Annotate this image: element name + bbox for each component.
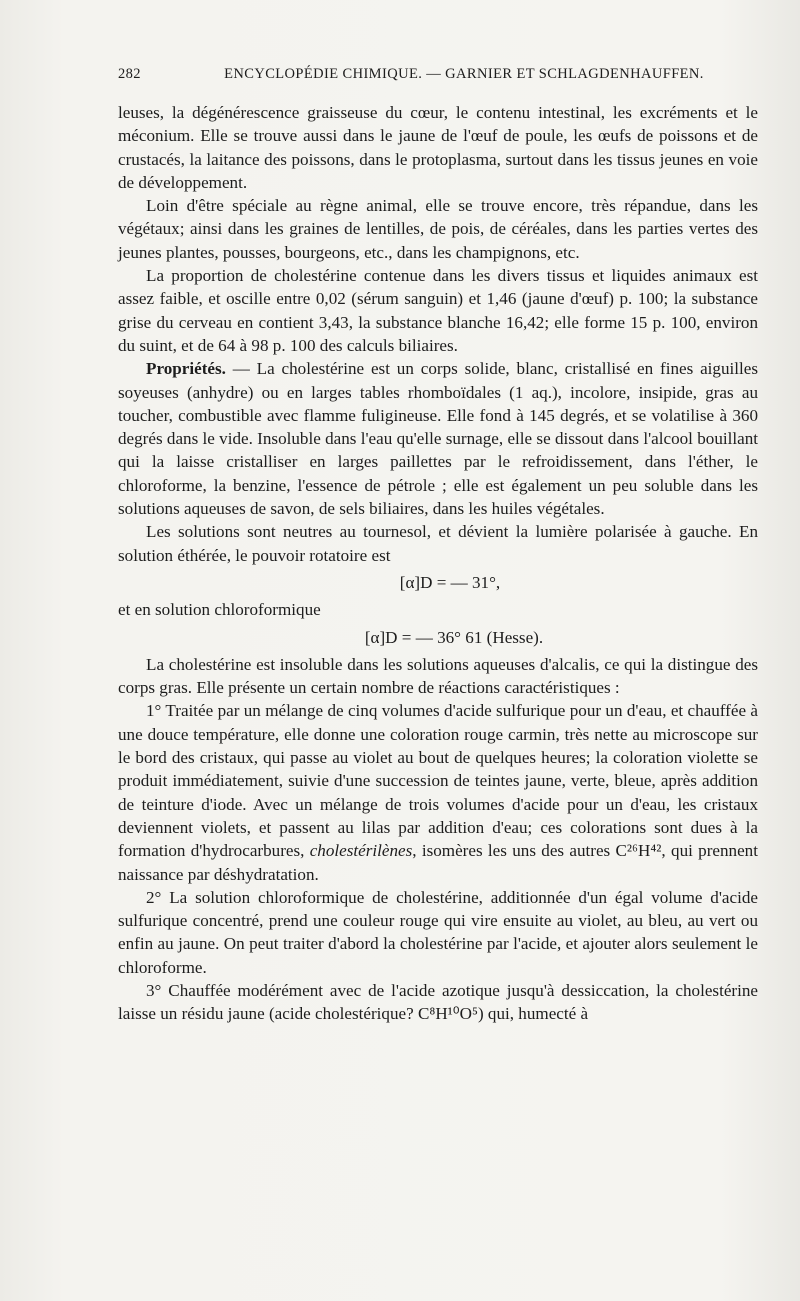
paragraph-properties bbox=[118, 357, 758, 520]
paragraph-reaction-1 bbox=[118, 699, 758, 885]
equation-chloroform: [α]D = — 36° 61 (Hesse). bbox=[364, 627, 544, 647]
equation-ether: [α]D = — 31°, bbox=[399, 572, 501, 592]
running-title: ENCYCLOPÉDIE CHIMIQUE. — GARNIER ET SCHLAGDENHAUFFEN. bbox=[224, 66, 704, 82]
paragraph-reaction-2: 2° La solution chloroformique de cholestérine, additionnée d'un égal volume d'acide sulfurique concentré, prend une couleur rouge qui vire ensuite au violet, au bleu, au vert ou enfin au jaune. On peut traiter d'abord la cholestérine par l'acide, et ajouter alors seulement le chloroforme. bbox=[118, 887, 758, 977]
paragraph-reaction-3: 3° Chauffée modérément avec de l'acide azotique jusqu'à dessiccation, la cholestérine laisse un résidu jaune (acide cholestérique? C⁸H¹⁰O⁵) qui, humecté à bbox=[118, 980, 758, 1024]
term-cholesterilenes: cholestérilènes bbox=[309, 841, 413, 861]
paragraph-insoluble: La cholestérine est insoluble dans les solutions aqueuses d'alcalis, ce qui la distingue des corps gras. Elle présente un certain nombre de réactions caractéristiques : bbox=[118, 654, 758, 698]
page-number: 282 bbox=[118, 66, 141, 82]
reaction-1-text-end: , isomères les uns des autres C²⁶H⁴², qui prennent naissance par déshydratation. bbox=[118, 841, 758, 884]
chloroform-lead: et en solution chloroformique bbox=[118, 600, 321, 620]
paragraph-proportion: La proportion de cholestérine contenue dans les divers tissus et liquides animaux est assez faible, et oscille entre 0,02 (sérum sanguin) et 1,46 (jaune d'œuf) p. 100; la substance grise du cerveau en contient 3,43, la substance blanche 16,42; elle forme 15 p. 100, environ du suint, et de 64 à 98 p. 100 des calculs biliaires. bbox=[118, 266, 758, 355]
paragraph-vegetals: Loin d'être spéciale au règne animal, elle se trouve encore, très répandue, dans les végétaux; ainsi dans les graines de lentilles, de pois, de céréales, dans les parties vertes des jeunes plantes, pousses, bourgeons, etc., dans les champignons, etc. bbox=[118, 196, 758, 262]
properties-text: — La cholestérine est un corps solide, blanc, cristallisé en fines aiguilles soyeuses (anhydre) ou en larges tables rhomboïdales (1 aq.), incolore, insipide, gras au toucher, combustible avec flamme fuligineuse. Elle fond à 145 degrés, et se volatilise à 360 degrés dans le vide. Insoluble dans l'eau qu'elle surnage, elle se dissout dans l'alcool bouillant qui la laisse cristalliser en larges paillettes par le refroidissement, dans l'éther, le chloroforme, la benzine, l'essence de pétrole ; elle est également un peu soluble dans les solutions aqueuses de savon, de sels biliaires, dans les huiles végétales. bbox=[118, 359, 758, 519]
paragraph-continuation: leuses, la dégénérescence graisseuse du cœur, le contenu intestinal, les excréments et le méconium. Elle se trouve aussi dans le jaune de l'œuf de poule, les œufs de poissons et de crustacés, la laitance des poissons, dans le protoplasma, surtout dans les tissus jeunes en voie de développement. bbox=[118, 103, 758, 192]
paragraph-solutions: Les solutions sont neutres au tournesol, et dévient la lumière polarisée à gauche. En solution éthérée, le pouvoir rotatoire est bbox=[118, 522, 758, 565]
page-body bbox=[118, 101, 758, 1026]
section-heading-properties: Propriétés. bbox=[146, 359, 226, 379]
reaction-1-text: 1° Traitée par un mélange de cinq volumes d'acide sulfurique pour un d'eau, et chauffée à une douce température, elle donne une coloration rouge carmin, très nette au microscope sur le bord des cristaux, qui passe au violet au bout de quelques heures; la coloration violette se produit immédiatement, suivie d'une succession de teintes jaune, verte, bleue, après addition de teinture d'iode. Avec un mélange de trois volumes d'acide pour un d'eau, les cristaux deviennent violets, et passent au lilas par addition d'eau; ces colorations sont dues à la formation d'hydrocarbures, bbox=[118, 701, 758, 861]
running-header bbox=[118, 66, 758, 83]
